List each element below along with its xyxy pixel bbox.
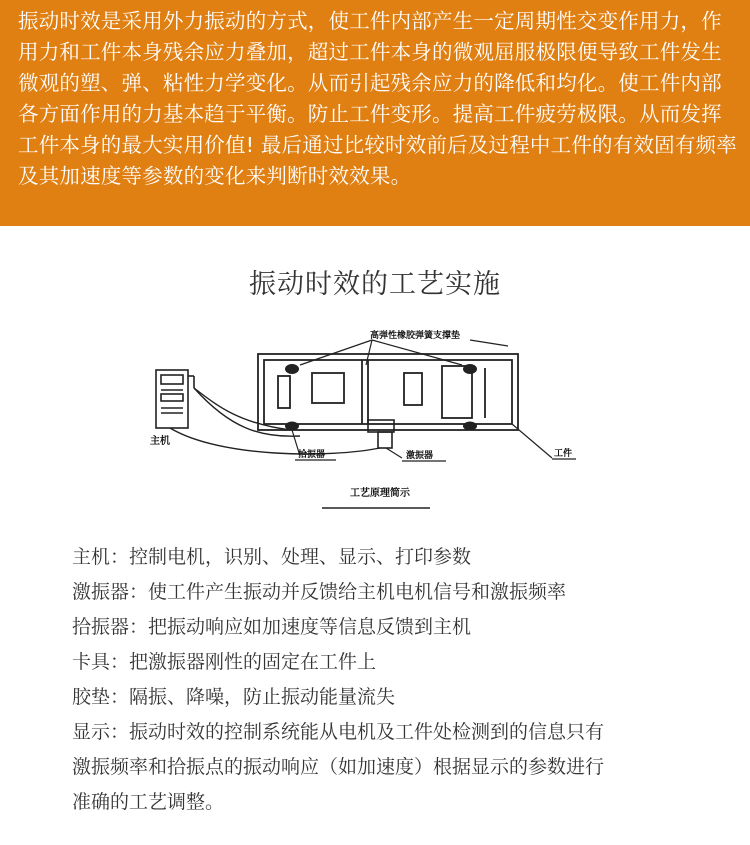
workpiece — [258, 354, 518, 430]
legend-pickup: 拾振器：把振动响应如加速度等信息反馈到主机 — [72, 616, 472, 638]
intro-banner — [0, 0, 750, 226]
exciter-leader — [386, 448, 402, 458]
exciter-label: 激振器 — [406, 451, 434, 461]
host-unit — [156, 370, 194, 428]
legend-host: 主机：控制电机，识别、处理、显示、打印参数 — [72, 546, 472, 568]
legend-exciter: 激振器：使工件产生振动并反馈给主机电机信号和激振频率 — [72, 581, 567, 603]
host-label: 主机 — [150, 436, 170, 447]
section-title: 振动时效的工艺实施 — [249, 269, 501, 300]
pad-label: 高弹性橡胶弹簧支撑垫 — [370, 331, 461, 341]
legend-display-cont-1: 激振频率和拾振点的振动响应（如加速度）根据显示的参数进行 — [72, 756, 605, 778]
workpiece-leader — [512, 424, 552, 458]
pad-leaders — [300, 340, 508, 365]
component-legend — [72, 540, 732, 820]
cables — [170, 388, 380, 454]
intro-text: 振动时效是采用外力振动的方式，使工件内部产生一定周期性交变作用力，作用力和工件本身残余应力叠加，超过工件本身的微观屈服极限便导致工件发生微观的塑、弹、粘性力学变化。从而引起残余应力的降低和均化。使工件内部各方面作用的力基本趋于平衡。防止工件变形。提高工件疲劳极限。从而发挥工件本身的最大实用价值! 最后通过比较时效前后及过程中工件的有效固有频率及其加速度等参数的变化来判断时效效果。 — [18, 9, 737, 188]
process-diagram — [140, 318, 580, 518]
legend-clamp: 卡具：把激振器刚性的固定在工件上 — [72, 651, 377, 673]
pickup-label: 拾振器 — [298, 450, 326, 460]
legend-display-cont-2: 准确的工艺调整。 — [72, 791, 225, 813]
workpiece-label: 工件 — [554, 449, 573, 459]
legend-display: 显示：振动时效的控制系统能从电机及工件处检测到的信息只有 — [72, 721, 605, 743]
legend-pad: 胶垫：隔振、降噪，防止振动能量流失 — [72, 686, 396, 708]
diagram-caption: 工艺原理简示 — [350, 488, 410, 499]
